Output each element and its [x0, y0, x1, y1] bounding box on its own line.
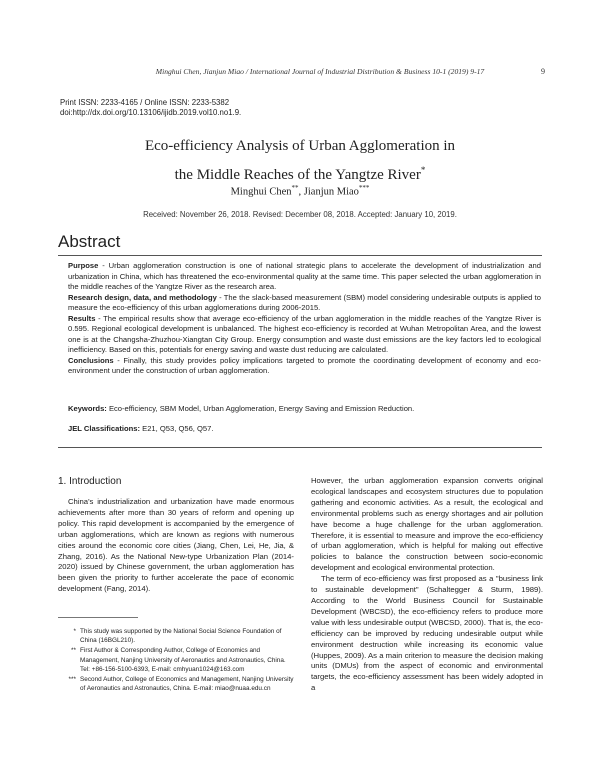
footnote-text: First Author & Corresponding Author, College of Economics and Management, Nanjing University of Aeronautics and Astronautics, China. Tel: +86-156-5100-6393, E-mail: cmhyuan1024@163.com [80, 647, 286, 673]
conclusions-label: Conclusions [68, 355, 114, 365]
title-line-2 [60, 158, 540, 187]
issn-block [60, 98, 241, 118]
intro-paragraph-1: China's industrialization and urbanization have made enormous achievements after more than 30 years of reform and opening up policy. This rapid development is accompanied by the emergence of urban agglomerations, which are known as regions with numerous cities around the economic core cities (Jiang, Chen, Lei, He, Jia, & Zhang, 2016). As the National New-type Urbanization Plan (2014-2020) issued by Chinese government, the urban agglomeration has been given the priority to further accelerate the pace of economic development (Fang, 2014). [58, 497, 294, 594]
introduction-heading: 1. Introduction [58, 476, 122, 487]
abstract-heading: Abstract [58, 232, 121, 251]
submission-dates: Received: November 26, 2018. Revised: December 08, 2018. Accepted: January 10, 2019. [143, 210, 457, 219]
footnote-second-author [58, 675, 294, 693]
keywords-text: Eco-efficiency, SBM Model, Urban Agglomeration, Energy Saving and Emission Reduction. [106, 404, 415, 413]
abstract-body [68, 261, 541, 377]
footnote-mark: *** [68, 676, 76, 684]
author-1-mark: ** [291, 184, 299, 192]
abstract-divider [58, 255, 542, 256]
footnote-text: This study was supported by the National Social Science Foundation of China (16BGL210). [80, 628, 282, 645]
keywords-line [68, 404, 541, 413]
results-text: - The empirical results show that average eco-efficiency of the urban agglomeration in the middle reaches of the Yangtze River is 0.595. Regional ecological development is unbalanced. The highest eco-efficiency is recorded at Wuhan Metropolitan Area, and the lowest one is at the Changsha-Zhuzhou-Xiangtan City Group. Energy consumption and waste dust emissions are the key factors led to ecological inefficiency. Based on this, potentials for energy saving and waste dust reducing are calculated. [68, 313, 541, 354]
footnote-first-author [58, 646, 294, 674]
footnote-text: Second Author, College of Economics and Management, Nanjing University of Aeronautics and Astronautics, China. E-mail: miao@nuaa.edu.cn [80, 676, 294, 693]
section-divider [58, 447, 542, 448]
jel-label: JEL Classifications: [68, 424, 141, 433]
abstract-conclusions [68, 356, 541, 377]
running-head: Minghui Chen, Jianjun Miao / International Journal of Industrial Distribution & Business 10-1 (2019) 9-17 [155, 67, 485, 76]
design-label: Research design, data, and methodology [68, 292, 217, 302]
footnote-mark: * [73, 628, 76, 635]
footnote-divider [58, 617, 138, 618]
jel-line [68, 424, 541, 433]
paper-title [60, 134, 540, 187]
purpose-label: Purpose [68, 261, 99, 270]
page-number: 9 [541, 67, 545, 76]
title-line-1: Eco-efficiency Analysis of Urban Agglomeration in [144, 138, 456, 154]
abstract-purpose [68, 261, 541, 293]
design-text: - The the slack-based measurement (SBM) model considering undesirable outputs is applied to measure the eco-efficiency of this urban agglomerations during 2006-2015. [68, 292, 542, 312]
issn-line: Print ISSN: 2233-4165 / Online ISSN: 2233-5382 [60, 98, 230, 107]
jel-text: E21, Q53, Q56, Q57. [140, 424, 214, 433]
author-2-mark: *** [358, 184, 370, 192]
author-separator: , [298, 186, 304, 198]
footnote-funding [58, 627, 294, 645]
footnote-mark: ** [71, 647, 76, 655]
doi-line: doi:http://dx.doi.org/10.13106/ijidb.2019.vol10.no1.9. [60, 108, 242, 117]
author-2: Jianjun Miao [303, 186, 359, 198]
abstract-design [68, 293, 541, 314]
footnotes [58, 627, 294, 694]
intro-paragraph-3: The term of eco-efficiency was first proposed as a "business link to sustainable development" (Schaltegger & Sturm, 1989). According to the World Business Council for Sustainable Development (WBCSD), the eco-efficiency refers to produce more value with less undesirable output (WBCSD, 2000). That is, the eco-efficiency can be improved by reducing undesirable output while environment destruction while increasing its economic value (Huppes, 2009). As a main criterion to measure the decision making units (DMUs) from the aspect of economic and environmental targets, the eco-efficiency assessment has been widely adopted in a [311, 574, 543, 693]
keywords-label: Keywords: [68, 404, 107, 413]
left-column [58, 476, 294, 595]
abstract-results [68, 314, 541, 356]
title-footnote-marker: * [420, 165, 426, 175]
right-column [311, 476, 543, 694]
purpose-text: - Urban agglomeration construction is one of national strategic plans to accelerate the development of industrialization and urbanization in China, which has threatened the eco-environmental quality at the same time. This paper selected the urban agglomeration in the middle reaches of the Yangtze River as the research area. [68, 261, 541, 291]
conclusions-text: - Finally, this study provides policy implications targeted to promote the coordinating development of economy and eco-environment under the construction of urban agglomeration. [68, 355, 541, 375]
author-line [60, 184, 540, 198]
intro-paragraph-2: However, the urban agglomeration expansion converts original ecological landscapes and ecosystem structures due to population gathering and economic activities. As a result, the ecological and environmental problems such as energy shortages and air pollution have become a huge challenge for the urban agglomeration. Therefore, it is essential to measure and improve the eco-efficiency of urban agglomeration, which is helpful for making out effective policies to balance the construction between socio-economic development and ecological environmental protection. [311, 476, 543, 573]
author-1: Minghui Chen [230, 186, 292, 198]
title-line-2-text: the Middle Reaches of the Yangtze River [174, 167, 421, 183]
results-label: Results [68, 313, 96, 323]
